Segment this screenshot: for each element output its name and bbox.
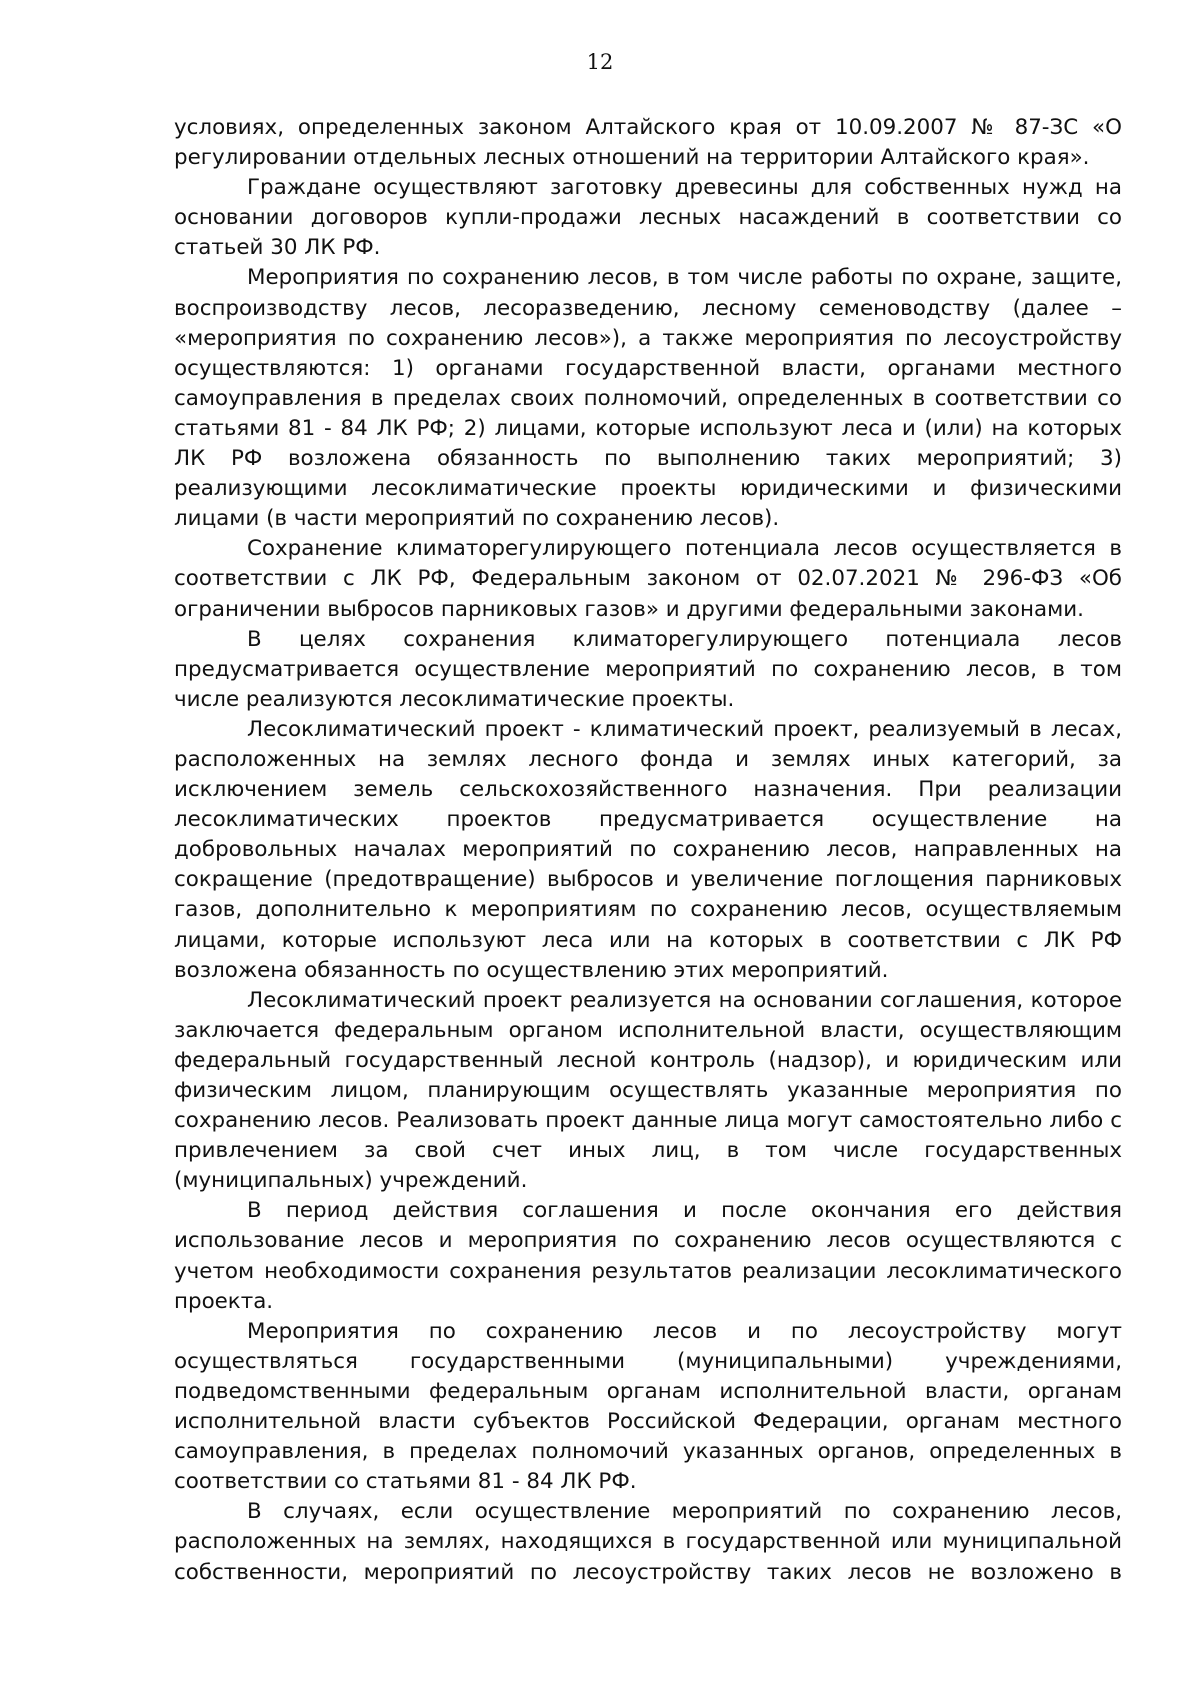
paragraph: Сохранение климаторегулирующего потенциала лесов осуществляется в соответствии с ЛК РФ, Федеральным законом от 02.07.2021 № 296-ФЗ «Об ограничении выбросов парниковых газов» и другими федеральными законами. xyxy=(174,536,1122,622)
paragraph: Лесоклиматический проект реализуется на основании соглашения, которое заключается федеральным органом исполнительной власти, осуществляющим федеральный государственный лесной контроль (надзор), и юридическим или физическим лицом, планирующим осуществлять указанные мероприятия по сохранению лесов. Реализовать проект данные лица могут самостоятельно либо с привлечением за свой счет иных лиц, в том числе государственных (муниципальных) учреждений. xyxy=(174,987,1122,1194)
paragraph: В случаях, если осуществление мероприятий по сохранению лесов, расположенных на землях, находящихся в государственной или муниципальной собственности, мероприятий по лесоустройству таких лесов не возложено в xyxy=(174,1499,1122,1585)
paragraph-continuation: условиях, определенных законом Алтайского края от 10.09.2007 № 87-ЗС «О регулировании отдельных лесных отношений на территории Алтайского края». xyxy=(174,115,1122,171)
paragraph: В целях сохранения климаторегулирующего потенциала лесов предусматривается осуществление мероприятий по сохранению лесов, в том числе реализуются лесоклиматические проекты. xyxy=(174,626,1122,712)
paragraph: Граждане осуществляют заготовку древесины для собственных нужд на основании договоров купли-продажи лесных насаждений в соответствии со статьей 30 ЛК РФ. xyxy=(174,175,1122,261)
paragraph: В период действия соглашения и после окончания его действия использование лесов и мероприятия по сохранению лесов осуществляются с учетом необходимости сохранения результатов реализации лесоклиматического проекта. xyxy=(174,1198,1122,1314)
document-body xyxy=(174,113,1122,1588)
paragraph: Лесоклиматический проект - климатический проект, реализуемый в лесах, расположенных на землях лесного фонда и землях иных категорий, за исключением земель сельскохозяйственного назначения. При реализации лесоклиматических проектов предусматривается осуществление на добровольных началах мероприятий по сохранению лесов, направленных на сокращение (предотвращение) выбросов и увеличение поглощения парниковых газов, дополнительно к мероприятиям по сохранению лесов, осуществляемым лицами, которые используют леса или на которых в соответствии с ЛК РФ возложена обязанность по осуществлению этих мероприятий. xyxy=(174,716,1122,983)
paragraph: Мероприятия по сохранению лесов и по лесоустройству могут осуществляться государственными (муниципальными) учреждениями, подведомственными федеральным органам исполнительной власти, органам исполнительной власти субъектов Российской Федерации, органам местного самоуправления, в пределах полномочий указанных органов, определенных в соответствии со статьями 81 - 84 ЛК РФ. xyxy=(174,1318,1122,1495)
page-number: 12 xyxy=(586,50,614,74)
paragraph: Мероприятия по сохранению лесов, в том числе работы по охране, защите, воспроизводству лесов, лесоразведению, лесному семеноводству (далее – «мероприятия по сохранению лесов»), а также мероприятия по лесоустройству осуществляются: 1) органами государственной власти, органами местного самоуправления в пределах своих полномочий, определенных в соответствии со статьями 81 - 84 ЛК РФ; 2) лицами, которые используют леса и (или) на которых ЛК РФ возложена обязанность по выполнению таких мероприятий; 3) реализующими лесоклиматические проекты юридическими и физическими лицами (в части мероприятий по сохранению лесов). xyxy=(174,265,1122,532)
